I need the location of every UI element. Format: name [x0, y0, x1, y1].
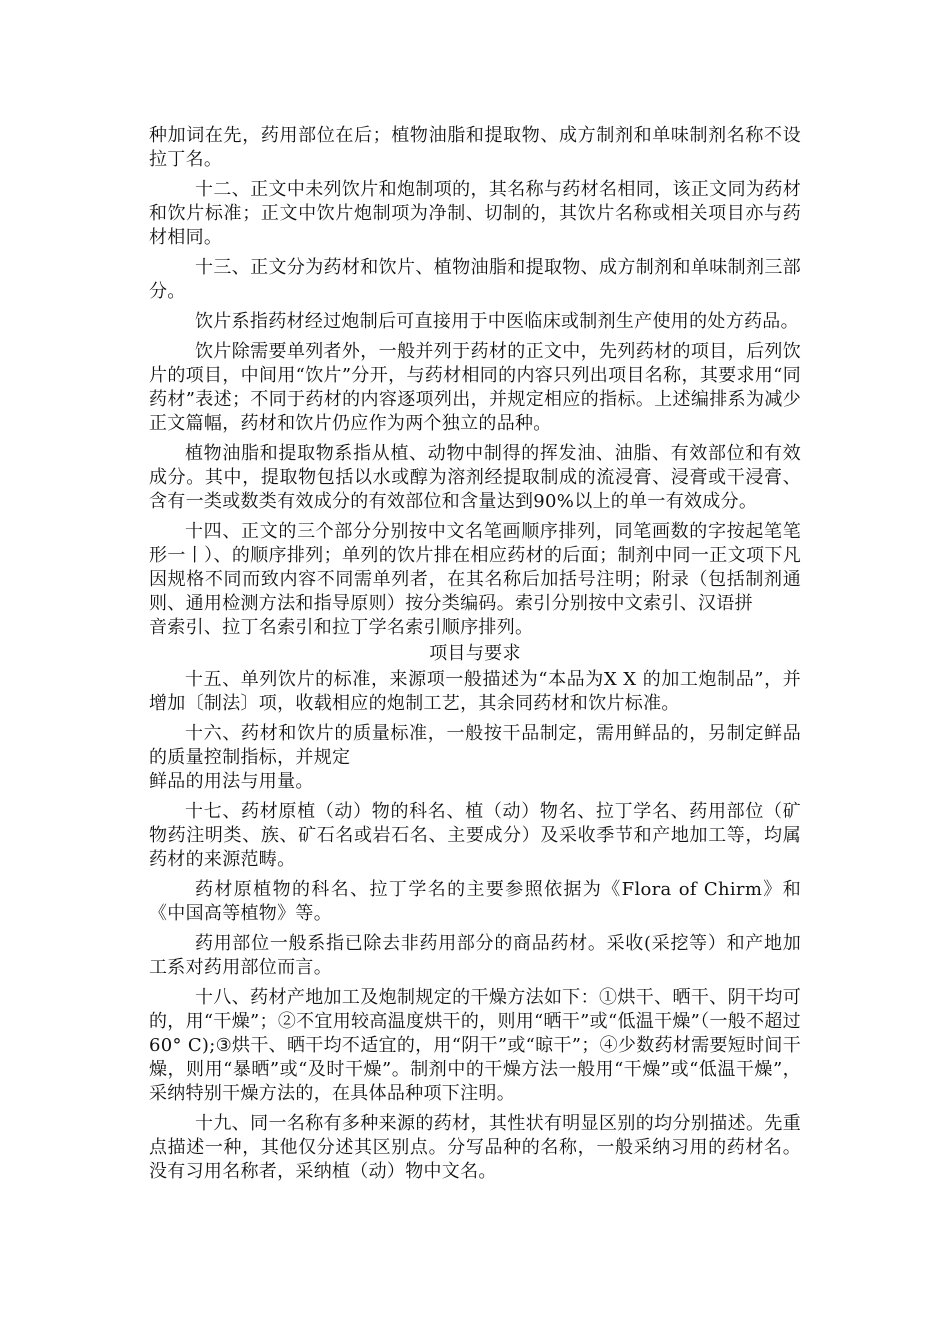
paragraph-latin-name-rule: 种加词在先，药用部位在后；植物油脂和提取物、成方制剂和单味制剂名称不设拉丁名。	[149, 125, 801, 170]
paragraph-medicinal-part: 药用部位一般系指已除去非药用部分的商品药材。采收(采挖等）和产地加工系对药用部位而言。	[149, 933, 801, 978]
paragraph-decoction-pieces-definition: 饮片系指药材经过炮制后可直接用于中医临床或制剂生产使用的处方药品。	[195, 311, 799, 332]
section-heading: 项目与要求	[429, 643, 521, 664]
paragraph-item-13: 十三、正文分为药材和饮片、植物油脂和提取物、成方制剂和单味制剂三部分。	[149, 257, 801, 302]
document-body	[149, 124, 801, 1184]
paragraph-oils-extracts-definition: 植物油脂和提取物系指从植、动物中制得的挥发油、油脂、有效部位和有效成分。其中，提取物包括以水或醇为溶剂经提取制成的流浸膏、浸膏或干浸膏、含有一类或数类有效成分的有效部位和含量达到90%以上的单一有效成分。	[149, 443, 801, 512]
paragraph-reference-sources: 药材原植物的科名、拉丁学名的主要参照依据为《Flora of Chirm》和《中国高等植物》等。	[149, 879, 801, 924]
paragraph-item-18: 十八、药材产地加工及炮制规定的干燥方法如下：①烘干、晒干、阴干均可的，用“干燥”；②不宜用较高温度烘干的，则用“晒干”或“低温干燥”（一般不超过60° C);③烘干、晒干均不适宜的，用“阴干”或“晾干”；④少数药材需要短时间干燥，则用“暴晒”或“及时干燥”。制剂中的干燥方法一般用“干燥”或“低温干燥”，采纳特别干燥方法的，在具体品种项下注明。	[149, 987, 801, 1104]
paragraph-item-14: 十四、正文的三个部分分别按中文名笔画顺序排列，同笔画数的字按起笔笔形一丨）、的顺序排列；单列的饮片排在相应药材的后面；制剂中同一正文项下凡因规格不同而致内容不同需单列者，在其名称后加括号注明；附录（包括制剂通则、通用检测方法和指导原则）按分类编码。索引分别按中文索引、汉语拼	[149, 521, 801, 614]
paragraph-decoction-pieces-listing: 饮片除需要单列者外，一般并列于药材的正文中，先列药材的项目，后列饮片的项目，中间用“饮片”分开，与药材相同的内容只列出项目名称，其要求用“同药材”表述；不同于药材的内容逐项列出，并规定相应的指标。上述编排系为减少正文篇幅，药材和饮片仍应作为两个独立的品种。	[149, 341, 801, 434]
paragraph-item-17: 十七、药材原植（动）物的科名、植（动）物名、拉丁学名、药用部位（矿物药注明类、族、矿石名或岩石名、主要成分）及采收季节和产地加工等，均属药材的来源范畴。	[149, 801, 801, 870]
paragraph-item-19: 十九、同一名称有多种来源的药材，其性状有明显区别的均分别描述。先重点描述一种，其他仅分述其区别点。分写品种的名称，一般采纳习用的药材名。没有习用名称者，采纳植（动）物中文名。	[149, 1113, 801, 1182]
paragraph-item-16-continued: 鲜品的用法与用量。	[149, 771, 314, 792]
paragraph-item-16: 十六、药材和饮片的质量标准，一般按干品制定，需用鲜品的，另制定鲜品的质量控制指标，并规定	[149, 723, 801, 768]
paragraph-item-12: 十二、正文中未列饮片和炮制项的，其名称与药材名相同，该正文同为药材和饮片标准；正文中饮片炮制项为净制、切制的，其饮片名称或相关项目亦与药材相同。	[149, 179, 801, 248]
paragraph-item-15: 十五、单列饮片的标准，来源项一般描述为“本品为X X 的加工炮制品”，并增加〔制法〕项，收载相应的炮制工艺，其余同药材和饮片标准。	[149, 669, 801, 714]
paragraph-item-14-continued: 音索引、拉丁名索引和拉丁学名索引顺序排列。	[149, 617, 534, 638]
